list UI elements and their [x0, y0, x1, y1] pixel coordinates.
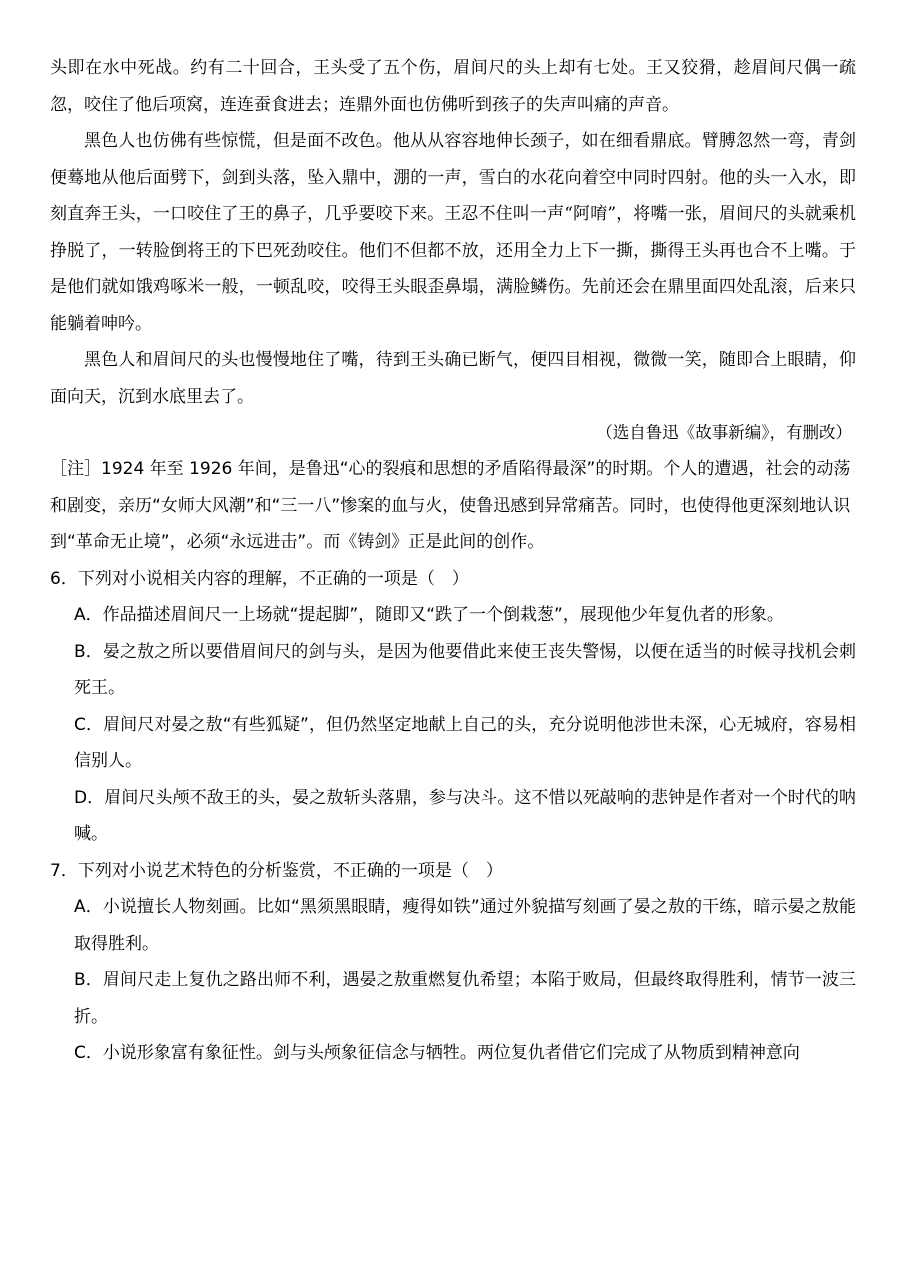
passage-paragraph-2: 黑色人也仿佛有些惊慌，但是面不改色。他从从容容地伸长颈子，如在细看鼎底。臂膊忽然一弯，青剑便蓦地从他后面劈下，剑到头落，坠入鼎中，淜的一声，雪白的水花向着空中同时四射。他的头一入水，即刻直奔王头，一口咬住了王的鼻子，几乎要咬下来。王忍不住叫一声“阿唷”，将嘴一张，眉间尺的头就乘机挣脱了，一转脸倒将王的下巴死劲咬住。他们不但都不放，还用全力上下一撕，撕得王头再也合不上嘴。于是他们就如饿鸡啄米一般，一顿乱咬，咬得王头眼歪鼻塌，满脸鳞伤。先前还会在鼎里面四处乱滚，后来只能躺着呻吟。: [50, 131, 856, 334]
question-7-stem: 7．下列对小说艺术特色的分析鉴赏，不正确的一项是（ ）: [50, 860, 503, 881]
question-7-option-c: C．小说形象富有象征性。剑与头颅象征信念与牺牲。两位复仇者借它们完成了从物质到精神意向: [74, 1043, 800, 1063]
passage-paragraph-3: 黑色人和眉间尺的头也慢慢地住了嘴，待到王头确已断气，便四目相视，微微一笑，随即合上眼睛，仰面向天，沉到水底里去了。: [50, 350, 856, 407]
passage-note: ［注］1924 年至 1926 年间，是鲁迅“心的裂痕和思想的矛盾陷得最深”的时期。个人的遭遇，社会的动荡和剧变，亲历“女师大风潮”和“三一八”惨案的血与火，使鲁迅感到异常痛苦。同时，也使得他更深刻地认识到“革命无止境”，必须“永远进击”。而《铸剑》正是此间的创作。: [50, 459, 851, 552]
passage-paragraph-1: 头即在水中死战。约有二十回合，王头受了五个伤，眉间尺的头上却有七处。王又狡猾，趁眉间尺偶一疏忽，咬住了他后项窝，连连蚕食进去；连鼎外面也仿佛听到孩子的失声叫痛的声音。: [50, 58, 856, 115]
question-7-option-b: B．眉间尺走上复仇之路出师不利，遇晏之敖重燃复仇希望；本陷于败局，但最终取得胜利，情节一波三折。: [74, 970, 856, 1027]
passage-source: （选自鲁迅《故事新编》，有删改）: [596, 423, 852, 442]
question-7-option-a: A．小说擅长人物刻画。比如“黑须黑眼睛，瘦得如铁”通过外貌描写刻画了晏之敖的干练，暗示晏之敖能取得胜利。: [74, 897, 856, 954]
question-6-stem: 6．下列对小说相关内容的理解，不正确的一项是（ ）: [50, 568, 469, 589]
question-6-option-c: C．眉间尺对晏之敖“有些狐疑”，但仍然坚定地献上自己的头，充分说明他涉世未深，心无城府，容易相信别人。: [74, 714, 856, 771]
question-6-option-b: B．晏之敖之所以要借眉间尺的剑与头，是因为他要借此来使王丧失警惕，以便在适当的时候寻找机会刺死王。: [74, 641, 856, 698]
question-6-option-d: D．眉间尺头颅不敌王的头，晏之敖斩头落鼎，参与决斗。这不惜以死敲响的悲钟是作者对一个时代的呐喊。: [74, 787, 856, 844]
document-page: [50, 50, 856, 1072]
question-6-option-a: A．作品描述眉间尺一上场就“提起脚”，随即又“跌了一个倒栽葱”，展现他少年复仇者的形象。: [74, 605, 784, 625]
